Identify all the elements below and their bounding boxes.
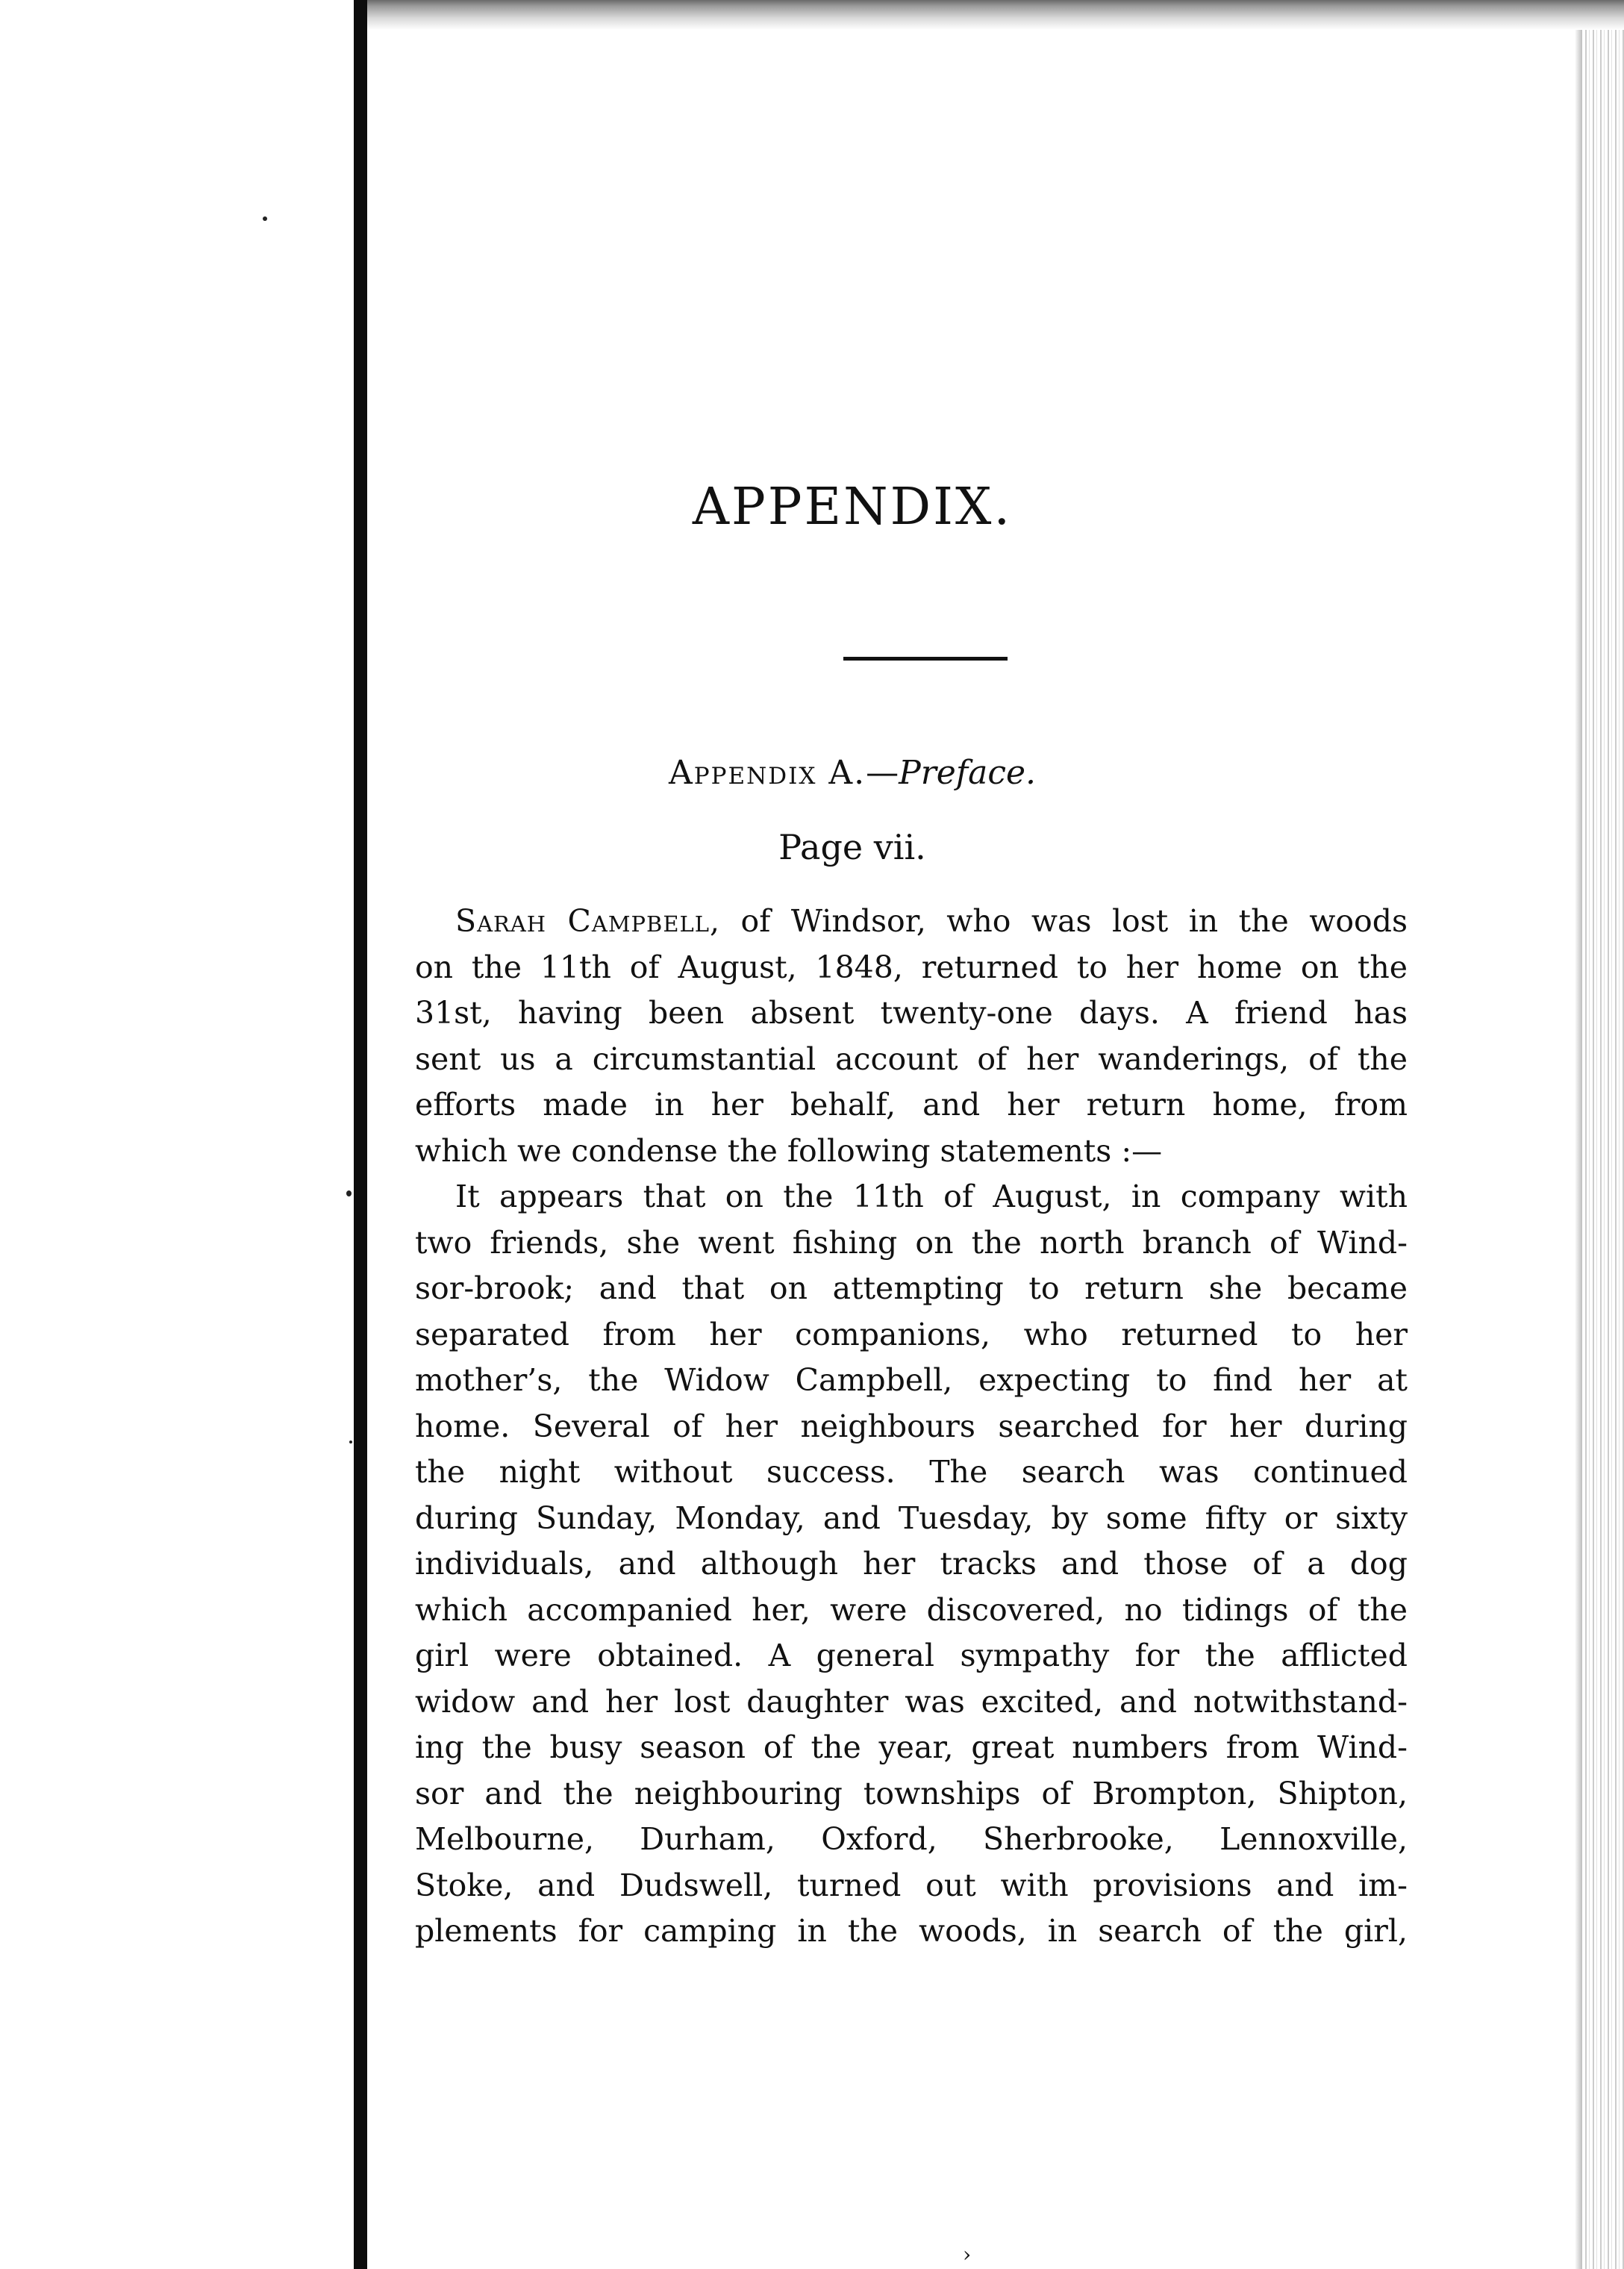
text-line: efforts made in her behalf, and her return home, from (415, 1087, 1408, 1123)
title-rule (843, 657, 1008, 661)
page-top-edge (367, 0, 1624, 30)
page-fore-edge (1582, 30, 1624, 2269)
text-line: which we condense the following statements :— (415, 1132, 1163, 1169)
text-line: sor and the neighbouring townships of Brompton, Shipton, (415, 1775, 1408, 1811)
text-line: on the 11th of August, 1848, returned to her home on the (415, 949, 1408, 985)
text-line: ing the busy season of the year, great numbers from Wind- (415, 1729, 1408, 1765)
text-line: which accompanied her, were discovered, no tidings of the (415, 1591, 1408, 1628)
text-line: separated from her companions, who returned to her (415, 1316, 1408, 1352)
section-dash: — (866, 754, 899, 792)
person-name: Sarah Campbell, (455, 903, 721, 939)
page-edge-shadow (1575, 30, 1582, 2269)
text-line: home. Several of her neighbours searched for her during (415, 1408, 1408, 1444)
text-line: sor-brook; and that on attempting to return she became (415, 1270, 1408, 1306)
text-line: Sarah Campbell, of Windsor, who was lost in the woods (455, 903, 1408, 939)
section-heading (367, 754, 1337, 792)
text-line: Stoke, and Dudswell, turned out with provisions and im- (415, 1867, 1408, 1903)
text-line: during Sunday, Monday, and Tuesday, by some fifty or sixty (415, 1499, 1408, 1536)
section-subject: Preface. (899, 754, 1037, 792)
text-line: plements for camping in the woods, in search of the girl, (415, 1913, 1408, 1949)
ink-speck (263, 216, 267, 221)
text-line: sent us a circumstantial account of her wanderings, of the (415, 1040, 1408, 1077)
section-label: Appendix A. (668, 754, 866, 792)
ink-speck (346, 1190, 352, 1196)
paragraph-2 (415, 1174, 1408, 1955)
text-line: It appears that on the 11th of August, in company with (455, 1179, 1408, 1214)
text-line: Melbourne, Durham, Oxford, Sherbrooke, Lennoxville, (415, 1821, 1408, 1857)
book-gutter (354, 0, 367, 2269)
text-line: mother’s, the Widow Campbell, expecting to find her at (415, 1362, 1408, 1398)
page-reference: Page vii. (778, 827, 926, 867)
body-text (415, 899, 1408, 1955)
text-line: girl were obtained. A general sympathy for the afflicted (415, 1638, 1408, 1673)
text-line: two friends, she went fishing on the north branch of Wind- (415, 1224, 1408, 1261)
right-page (367, 0, 1624, 2269)
text-line: individuals, and although her tracks and those of a dog (415, 1546, 1408, 1582)
page-title: APPENDIX. (692, 478, 1013, 537)
paragraph-1 (415, 899, 1408, 1174)
text-line: 31st, having been absent twenty-one days. A friend has (415, 995, 1408, 1031)
text-line: the night without success. The search was continued (415, 1454, 1408, 1490)
ink-speck (349, 1441, 352, 1444)
left-page-blank (0, 0, 354, 2269)
text-line: widow and her lost daughter was excited, and notwithstand- (415, 1683, 1408, 1720)
footer-mark: › (963, 2242, 972, 2267)
